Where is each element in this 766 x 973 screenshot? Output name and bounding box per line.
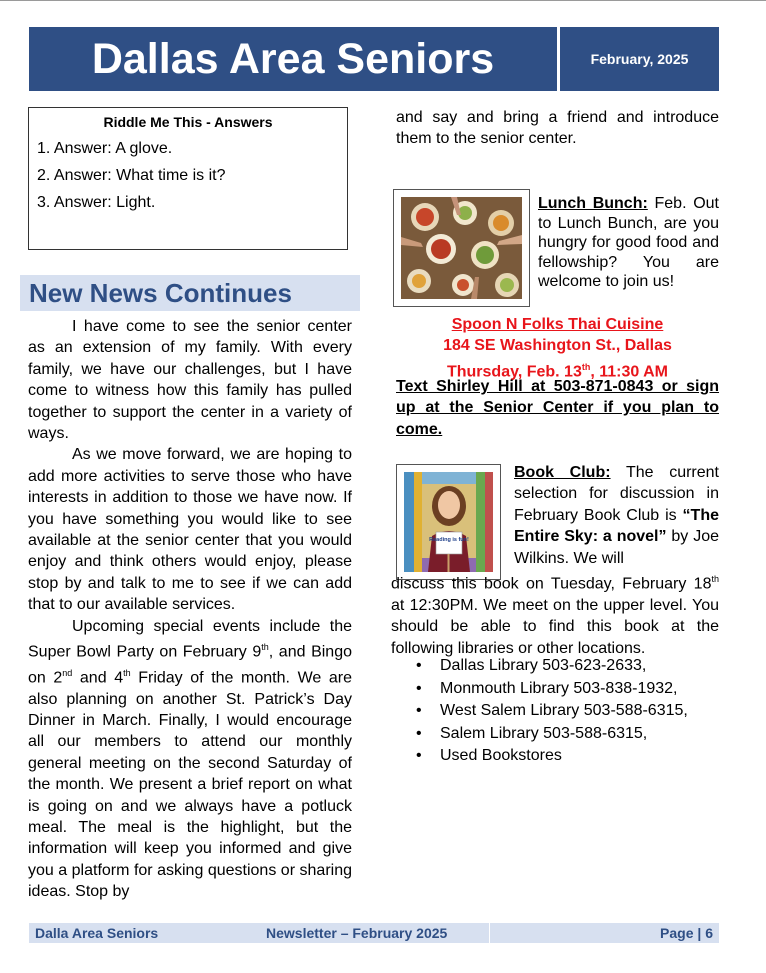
newsletter-date: February, 2025 [560, 27, 719, 91]
riddle-answer-3: 3. Answer: Light. [37, 194, 156, 211]
riddle-answers-box [28, 107, 348, 250]
reader-with-sign-image [404, 472, 493, 572]
riddle-answer-2: 2. Answer: What time is it? [37, 167, 226, 184]
footer-page-number: Page | 6 [660, 925, 713, 941]
food-table-image [401, 197, 522, 299]
riddle-title: Riddle Me This - Answers [103, 114, 273, 130]
article-body [28, 316, 352, 903]
article-paragraph-3: Upcoming special events include the Super Bowl Party on February 9th, and Bingo on 2nd and 4th Friday of the month. We are also planning on another St. Patrick’s Day Dinner in March. Finally, I would encourage all our members to attend our monthly general meeting on the second Saturday of the month. We present a brief report on what is going on and we always have a potluck meal. The meal is the highlight, but the information will keep you informed and give you a platform for asking questions or sharing ideas. Stop by [28, 617, 353, 901]
lunch-datetime: Thursday, Feb. 13th, 11:30 AM [446, 361, 669, 381]
riddle-answer-1: 1. Answer: A glove. [37, 140, 173, 157]
footer-publication: Dalla Area Seniors [35, 925, 159, 941]
article-paragraph-1: I have come to see the senior center as an extension of my family. With every family, we have our challenges, but I have come to witness how this family has pulled together to support the center in a variety of ways. [28, 318, 352, 443]
lunch-venue: Spoon N Folks Thai Cuisine [451, 316, 664, 333]
section-heading: New News Continues [20, 275, 360, 311]
top-rule [0, 0, 766, 1]
lunch-bunch-heading: Lunch Bunch: [538, 195, 648, 212]
article-paragraph-2: As we move forward, we are hoping to add more activities to serve those who have interests in addition to those we have now. If you have something you would like to see available at the senior center that you would enjoy and think others would enjoy, please stop by and talk to me to see if we can add that to our available services. [28, 446, 352, 614]
article-continuation: and say and bring a friend and introduce them to the senior center. [396, 109, 719, 148]
list-item: • Dallas Library 503-623-2633, [416, 655, 688, 678]
newsletter-title: Dallas Area Seniors [29, 27, 557, 91]
book-club-heading: Book Club: [514, 464, 611, 481]
footer-issue: Newsletter – February 2025 [266, 925, 448, 941]
lunch-event-details [396, 314, 719, 383]
lunch-photo [393, 189, 530, 307]
footer-divider [489, 923, 490, 943]
page-footer [29, 923, 719, 943]
lunch-address: 184 SE Washington St., Dallas [443, 337, 672, 355]
list-item: • West Salem Library 503-588-6315, [416, 700, 688, 723]
library-list [416, 655, 688, 768]
book-club-details: discuss this book on Tuesday, February 18th at 12:30PM. We meet on the upper level. You should be able to find this book at the following libraries or other locations. [391, 574, 719, 657]
list-item: • Salem Library 503-588-6315, [416, 723, 688, 746]
list-item: • Monmouth Library 503-838-1932, [416, 678, 688, 701]
lunch-contact: Text Shirley Hill at 503-871-0843 or sign up at the Senior Center if you plan to come. [396, 378, 719, 438]
reading-sign-text: Reading is fun! [429, 537, 469, 543]
book-club-photo [396, 464, 501, 580]
lunch-bunch-intro: Lunch Bunch: Feb. Out to Lunch Bunch, are you hungry for good food and fellowship? You are welcome to join us! [538, 195, 719, 291]
book-club-intro: Book Club: The current selection for discussion in February Book Club is “The Entire Sky: a novel” by Joe Wilkins. We will [514, 464, 719, 567]
list-item: • Used Bookstores [416, 745, 688, 768]
book-title: “The Entire Sky: a novel” [514, 506, 719, 546]
